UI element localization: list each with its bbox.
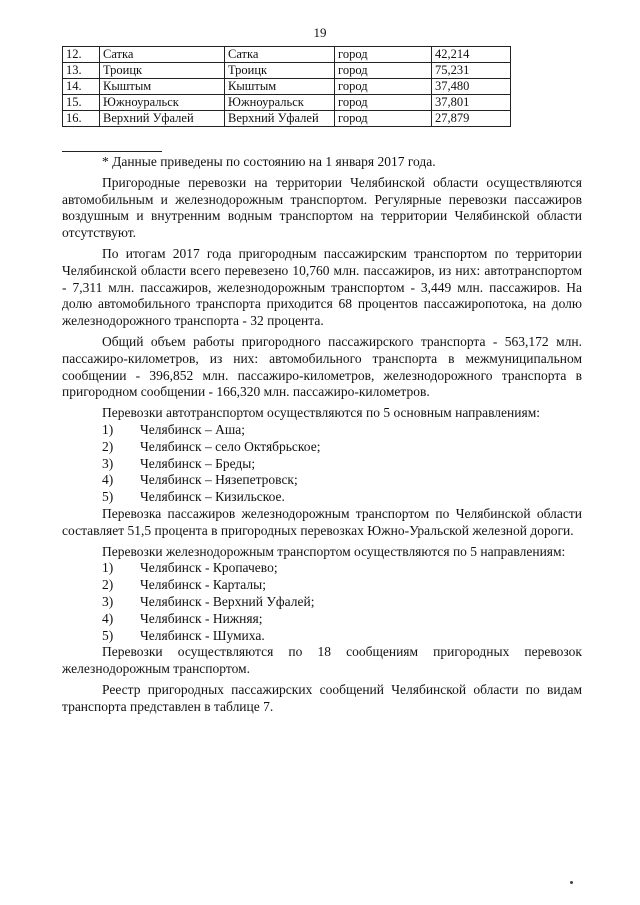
table-row [63, 63, 511, 79]
list-item [62, 456, 582, 473]
table-cell-population: 37,480 [432, 79, 511, 95]
table-cell-num: 16. [63, 111, 100, 127]
paragraph-5: Перевозка пассажиров железнодорожным транспортом по Челябинской области составляет 51,5 процента в пригородных перевозках Южно-Уральской железной дороги. [62, 505, 582, 538]
table-cell-num: 13. [63, 63, 100, 79]
page-number: 19 [313, 25, 327, 40]
table-cell-municipality: Верхний Уфалей [225, 111, 335, 127]
scan-mark [570, 881, 573, 884]
list-item-number: 5) [102, 627, 114, 643]
paragraph-3: Общий объем работы пригородного пассажирского транспорта - 563,172 млн. пассажиро-километров, из них: автомобильного транспорта в межмуниципальном сообщении - 396,852 млн. пассажиро-километров, железнодорожного транспорта в пригородном сообщении - 166,320 млн. пассажиро-километров. [62, 333, 582, 400]
table-cell-num: 15. [63, 95, 100, 111]
paragraph-7: Перевозки осуществляются по 18 сообщениям пригородных перевозок железнодорожным транспортом. [62, 644, 582, 677]
table-cell-name: Сатка [100, 47, 225, 63]
table-cell-population: 42,214 [432, 47, 511, 63]
footnote-divider [62, 151, 162, 152]
list-item-number: 5) [102, 489, 114, 505]
list-item-label: Челябинск - Шумиха. [140, 627, 265, 643]
table-cell-population: 37,801 [432, 95, 511, 111]
list-item [62, 560, 582, 577]
list-item-number: 4) [102, 610, 114, 626]
table-cell-type: город [335, 95, 432, 111]
list-item [62, 489, 582, 506]
list-item [62, 628, 582, 645]
body-text [62, 154, 582, 716]
table-cell-municipality: Кыштым [225, 79, 335, 95]
settlements-table [62, 46, 511, 127]
table-row [63, 95, 511, 111]
table-cell-num: 14. [63, 79, 100, 95]
list-item [62, 577, 582, 594]
table-cell-municipality: Южноуральск [225, 95, 335, 111]
table-cell-type: город [335, 63, 432, 79]
table-row [63, 111, 511, 127]
table-row [63, 79, 511, 95]
rail-routes-list [62, 560, 582, 644]
auto-routes-list [62, 422, 582, 506]
table-cell-municipality: Троицк [225, 63, 335, 79]
list-item-number: 3) [102, 593, 114, 609]
table-cell-name: Троицк [100, 63, 225, 79]
list-item-number: 2) [102, 438, 114, 454]
list-item-label: Челябинск - Карталы; [140, 577, 266, 593]
list-item-number: 3) [102, 455, 114, 471]
paragraph-2: По итогам 2017 года пригородным пассажирским транспортом по территории Челябинской области всего перевезено 10,760 млн. пассажиров, из них: автотранспортом - 7,311 млн. пассажиров, железнодорожным транспортом - 3,449 млн. пассажиров. На долю автомобильного транспорта приходится 68 процентов пассажиропотока, на долю железнодорожного транспорта - 32 процента. [62, 245, 582, 329]
list-item-label: Челябинск - Верхний Уфалей; [140, 593, 315, 609]
paragraph-6: Перевозки железнодорожным транспортом осуществляются по 5 направлениям: [102, 543, 566, 559]
paragraph-8: Реестр пригородных пассажирских сообщений Челябинской области по видам транспорта представлен в таблице 7. [62, 681, 582, 714]
list-item-label: Челябинск - Нижняя; [140, 610, 263, 626]
paragraph-1: Пригородные перевозки на территории Челябинской области осуществляются автомобильным и железнодорожным транспортом. Регулярные перевозки пассажиров воздушным и внутренним водным транспортом на территории Челябинской области отсутствуют. [62, 174, 582, 241]
table-cell-population: 27,879 [432, 111, 511, 127]
table-cell-type: город [335, 47, 432, 63]
list-item [62, 472, 582, 489]
list-item-number: 1) [102, 421, 114, 437]
table-cell-name: Южноуральск [100, 95, 225, 111]
table-cell-population: 75,231 [432, 63, 511, 79]
table-cell-name: Верхний Уфалей [100, 111, 225, 127]
list-item-label: Челябинск – село Октябрьское; [140, 438, 321, 454]
list-item [62, 611, 582, 628]
list-item-label: Челябинск – Аша; [140, 421, 245, 437]
list-item [62, 439, 582, 456]
list-item-label: Челябинск – Нязепетровск; [140, 472, 298, 488]
table-cell-num: 12. [63, 47, 100, 63]
list-item-number: 2) [102, 577, 114, 593]
table-cell-municipality: Сатка [225, 47, 335, 63]
table-row [63, 47, 511, 63]
list-item-number: 4) [102, 472, 114, 488]
list-item-number: 1) [102, 560, 114, 576]
table-cell-type: город [335, 111, 432, 127]
list-item-label: Челябинск - Кропачево; [140, 560, 278, 576]
list-item [62, 422, 582, 439]
list-item-label: Челябинск – Бреды; [140, 455, 256, 471]
paragraph-4: Перевозки автотранспортом осуществляются по 5 основным направлениям: [102, 405, 540, 421]
table-cell-name: Кыштым [100, 79, 225, 95]
list-item [62, 594, 582, 611]
footnote: * Данные приведены по состоянию на 1 января 2017 года. [102, 154, 436, 169]
table-cell-type: город [335, 79, 432, 95]
list-item-label: Челябинск – Кизильское. [140, 489, 285, 505]
